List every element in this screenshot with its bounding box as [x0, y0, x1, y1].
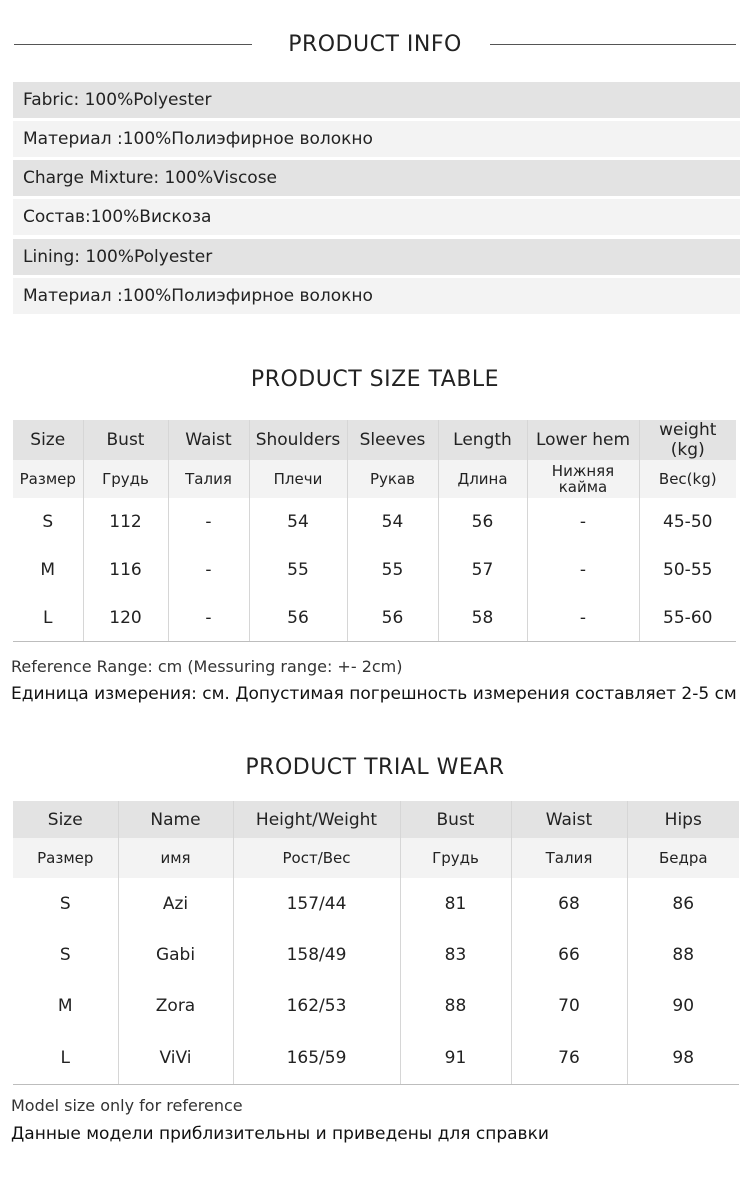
size-cell: L	[13, 594, 83, 642]
table-row	[13, 1032, 739, 1084]
table-row	[13, 594, 736, 642]
table-row	[13, 498, 736, 546]
bust-cell: 112	[83, 498, 168, 546]
size-header-sleeves: Sleeves	[347, 420, 438, 460]
trial-header-name: Name	[118, 801, 233, 838]
trial-wear-title: PRODUCT TRIAL WEAR	[245, 755, 505, 780]
trial-bust-cell: 88	[400, 980, 511, 1032]
size-cell: S	[13, 498, 83, 546]
table-row	[13, 929, 739, 980]
size-header-shoulders: Shoulders	[249, 420, 347, 460]
trial-header-waist: Waist	[511, 801, 627, 838]
bust-cell: 120	[83, 594, 168, 642]
trial-subheader-name: имя	[118, 838, 233, 878]
size-table-subheader-row	[13, 460, 736, 498]
waist-cell: -	[168, 498, 249, 546]
trial-waist-cell: 70	[511, 980, 627, 1032]
weight-cell: 50-55	[639, 546, 736, 594]
product-info-title: PRODUCT INFO	[288, 32, 462, 57]
trial-waist-cell: 68	[511, 878, 627, 929]
size-header-length: Length	[438, 420, 527, 460]
trial-header-height-weight: Height/Weight	[233, 801, 400, 838]
size-header-waist: Waist	[168, 420, 249, 460]
length-cell: 58	[438, 594, 527, 642]
trial-table-subheader-row	[13, 838, 739, 878]
trial-size-cell: S	[13, 878, 118, 929]
size-cell: M	[13, 546, 83, 594]
bust-cell: 116	[83, 546, 168, 594]
trial-hips-cell: 88	[627, 929, 739, 980]
size-header-weight: weight (kg)	[639, 420, 736, 460]
trial-bust-cell: 91	[400, 1032, 511, 1084]
info-row-fabric: Fabric: 100%Polyester	[13, 82, 740, 118]
trial-waist-cell: 76	[511, 1032, 627, 1084]
trial-hips-cell: 98	[627, 1032, 739, 1084]
trial-name-cell: Azi	[118, 878, 233, 929]
size-table-title: PRODUCT SIZE TABLE	[250, 367, 500, 392]
trial-subheader-size: Размер	[13, 838, 118, 878]
sleeves-cell: 56	[347, 594, 438, 642]
size-table	[13, 420, 736, 642]
trial-name-cell: Gabi	[118, 929, 233, 980]
shoulders-cell: 56	[249, 594, 347, 642]
size-subheader-sleeves: Рукав	[347, 460, 438, 498]
table-row	[13, 546, 736, 594]
trial-height-weight-cell: 157/44	[233, 878, 400, 929]
size-subheader-bust: Грудь	[83, 460, 168, 498]
trial-subheader-waist: Талия	[511, 838, 627, 878]
trial-hips-cell: 86	[627, 878, 739, 929]
shoulders-cell: 55	[249, 546, 347, 594]
lower-hem-cell: -	[527, 594, 639, 642]
waist-cell: -	[168, 546, 249, 594]
info-row-composition: Состав:100%Вискоза	[13, 199, 740, 235]
trial-table-header-row	[13, 801, 739, 838]
trial-subheader-bust: Грудь	[400, 838, 511, 878]
size-subheader-length: Длина	[438, 460, 527, 498]
table-row	[13, 980, 739, 1032]
trial-subheader-height-weight: Рост/Вес	[233, 838, 400, 878]
trial-size-cell: M	[13, 980, 118, 1032]
trial-name-cell: ViVi	[118, 1032, 233, 1084]
trial-subheader-hips: Бедра	[627, 838, 739, 878]
trial-header-bust: Bust	[400, 801, 511, 838]
waist-cell: -	[168, 594, 249, 642]
size-table-header-row	[13, 420, 736, 460]
size-subheader-lower-hem: Нижняя кайма	[527, 460, 639, 498]
trial-bust-cell: 83	[400, 929, 511, 980]
shoulders-cell: 54	[249, 498, 347, 546]
length-cell: 57	[438, 546, 527, 594]
sleeves-cell: 54	[347, 498, 438, 546]
size-table-bottom-border	[13, 641, 736, 642]
size-subheader-weight: Вес(kg)	[639, 460, 736, 498]
weight-cell: 45-50	[639, 498, 736, 546]
size-subheader-waist: Талия	[168, 460, 249, 498]
trial-bust-cell: 81	[400, 878, 511, 929]
trial-hips-cell: 90	[627, 980, 739, 1032]
size-header-size: Size	[13, 420, 83, 460]
info-row-charge-mixture: Charge Mixture: 100%Viscose	[13, 160, 740, 196]
trial-height-weight-cell: 162/53	[233, 980, 400, 1032]
info-row-lining-material: Материал :100%Полиэфирное волокно	[13, 278, 740, 314]
trial-header-size: Size	[13, 801, 118, 838]
trial-height-weight-cell: 165/59	[233, 1032, 400, 1084]
size-subheader-shoulders: Плечи	[249, 460, 347, 498]
model-data-note: Данные модели приблизительны и приведены для справки	[11, 1124, 549, 1144]
size-header-bust: Bust	[83, 420, 168, 460]
trial-name-cell: Zora	[118, 980, 233, 1032]
size-subheader-size: Размер	[13, 460, 83, 498]
lower-hem-cell: -	[527, 546, 639, 594]
info-row-material: Материал :100%Полиэфирное волокно	[13, 121, 740, 157]
trial-size-cell: S	[13, 929, 118, 980]
trial-wear-table	[13, 801, 739, 1084]
trial-height-weight-cell: 158/49	[233, 929, 400, 980]
size-reference-note: Reference Range: cm (Messuring range: +- 2cm)	[11, 657, 403, 676]
weight-cell: 55-60	[639, 594, 736, 642]
trial-waist-cell: 66	[511, 929, 627, 980]
length-cell: 56	[438, 498, 527, 546]
sleeves-cell: 55	[347, 546, 438, 594]
trial-size-cell: L	[13, 1032, 118, 1084]
lower-hem-cell: -	[527, 498, 639, 546]
model-size-note: Model size only for reference	[11, 1096, 243, 1115]
table-row	[13, 878, 739, 929]
size-measurement-note: Единица измерения: см. Допустимая погрешность измерения составляет 2-5 см	[11, 684, 737, 704]
size-header-lower-hem: Lower hem	[527, 420, 639, 460]
trial-table-bottom-border	[13, 1084, 739, 1085]
trial-header-hips: Hips	[627, 801, 739, 838]
info-row-lining: Lining: 100%Polyester	[13, 239, 740, 275]
